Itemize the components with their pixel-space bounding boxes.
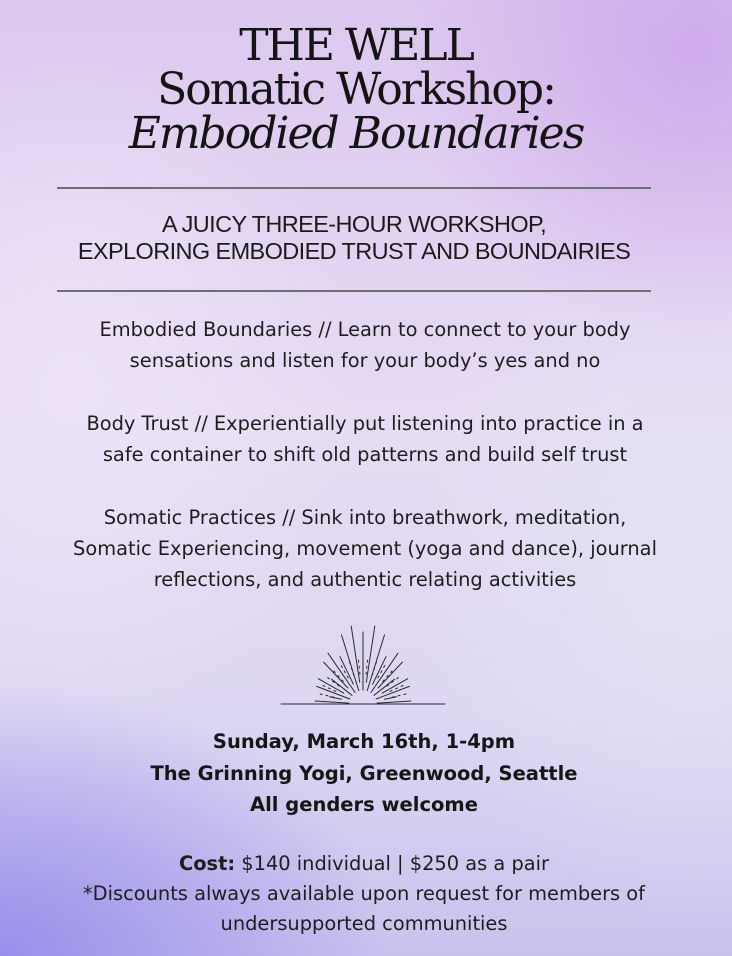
bottom-divider xyxy=(57,290,651,292)
cost-line xyxy=(0,849,728,879)
subtitle-line-2: EXPLORING EMBODIED TRUST AND BOUNDAIRIES xyxy=(77,238,631,264)
section-line: sensations and listen for your body’s yes and no xyxy=(129,349,601,372)
top-divider xyxy=(57,187,651,189)
discount-line-1: *Discounts always available upon request for members of xyxy=(82,882,646,905)
workshop-description xyxy=(10,314,720,627)
section-line: safe container to shift old patterns and build self trust xyxy=(102,443,628,466)
event-details xyxy=(0,726,728,821)
cost-label: Cost: xyxy=(178,852,236,875)
subtitle-line-1: A JUICY THREE-HOUR WORKSHOP, xyxy=(161,211,547,237)
workshop-title xyxy=(0,20,712,159)
section-line: Somatic Experiencing, movement (yoga and dance), journal xyxy=(73,537,657,560)
event-date: Sunday, March 16th, 1-4pm xyxy=(212,730,516,753)
discount-line-2: undersupported communities xyxy=(220,912,508,935)
section-line: Embodied Boundaries // Learn to connect to your body xyxy=(99,318,631,341)
cost-value: $140 individual | $250 as a pair xyxy=(241,852,550,875)
title-line-2: Somatic Workshop: xyxy=(157,64,555,115)
workshop-subtitle xyxy=(0,211,708,265)
section-body-trust xyxy=(10,408,720,470)
section-line: Somatic Practices // Sink into breathwork, meditation, xyxy=(103,506,627,529)
section-somatic-practices xyxy=(10,502,720,595)
event-location: The Grinning Yogi, Greenwood, Seattle xyxy=(150,761,578,785)
title-line-3: Embodied Boundaries xyxy=(128,108,584,159)
section-embodied-boundaries xyxy=(10,314,720,376)
title-line-1: THE WELL xyxy=(239,20,473,71)
sunrise-rays-icon xyxy=(279,612,447,712)
pricing-info xyxy=(0,849,728,939)
section-line: Body Trust // Experientially put listening into practice in a xyxy=(86,412,644,435)
event-audience: All genders welcome xyxy=(250,793,478,816)
section-line: reflections, and authentic relating activities xyxy=(153,568,577,591)
